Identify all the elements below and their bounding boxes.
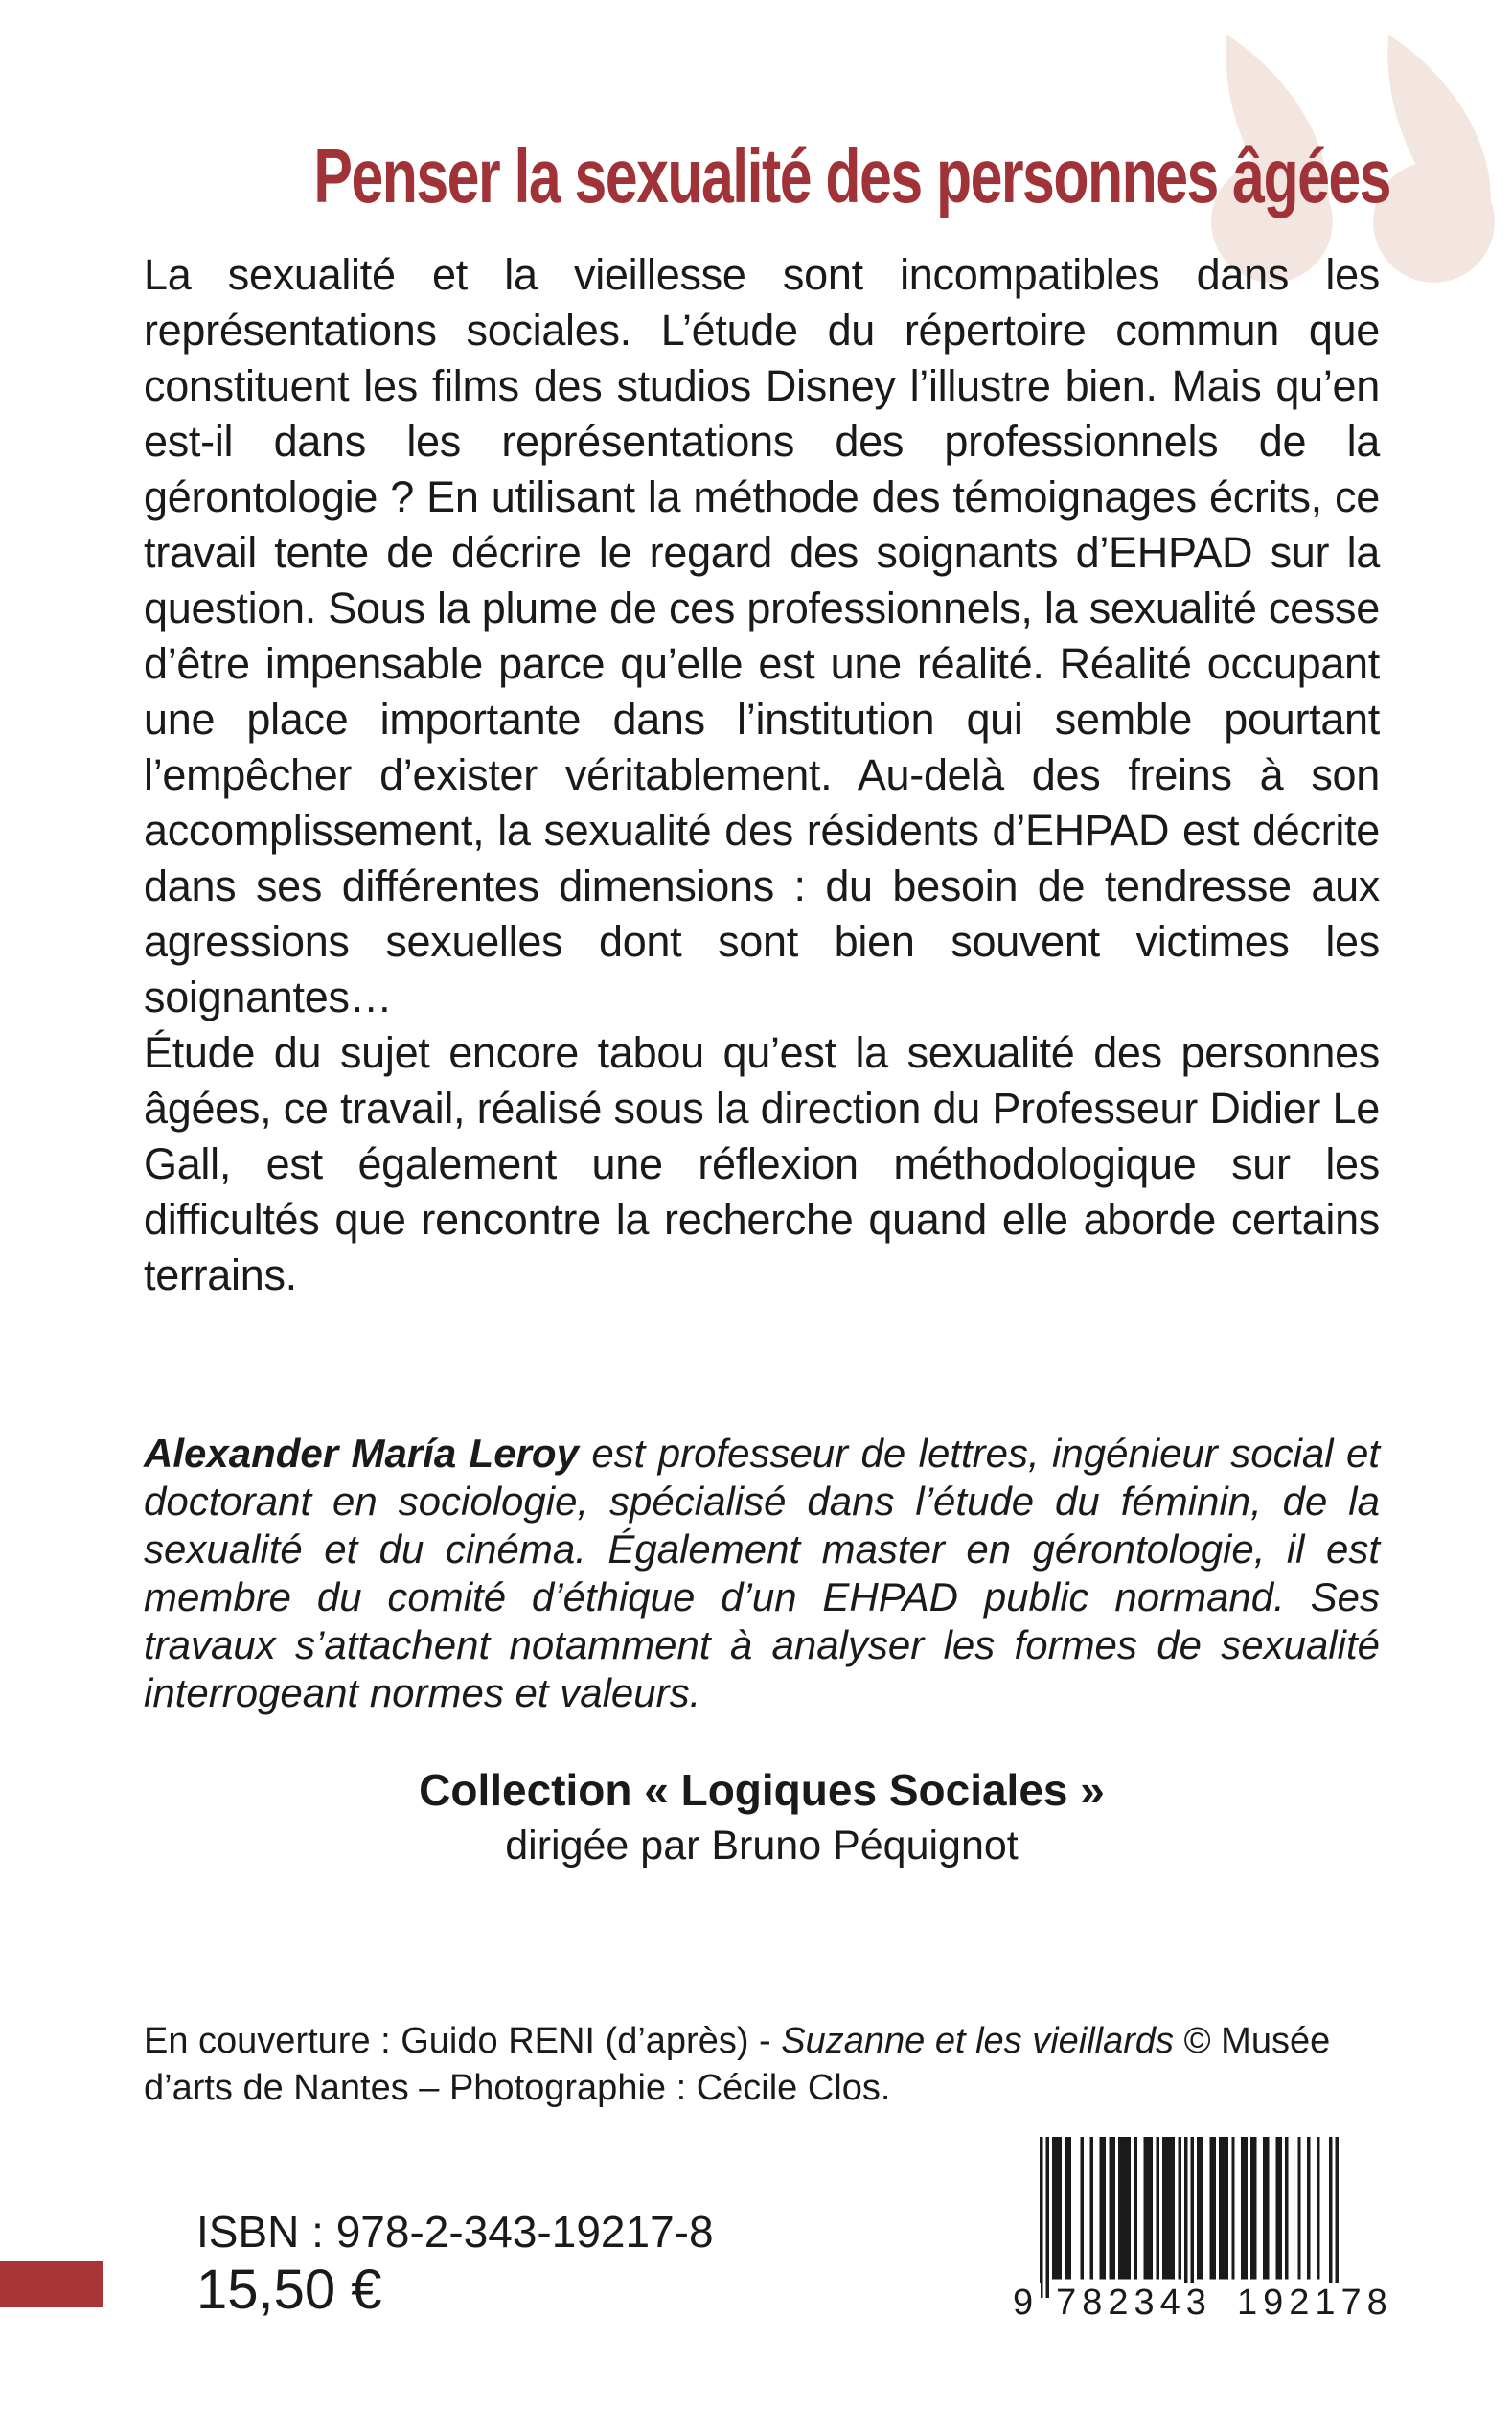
ean13-barcode-image: [1040, 2137, 1339, 2298]
collection-director: dirigée par Bruno Péquignot: [505, 1823, 1019, 1869]
barcode-digits: [1011, 2283, 1393, 2324]
cover-credit-prefix: En couverture : Guido RENI (d’après) -: [144, 2021, 782, 2061]
book-title: [144, 132, 1390, 220]
synopsis-paragraph-1: La sexualité et la vieillesse sont incompatibles dans les représentations sociales. L’étude du répertoire commun que constituent les films des studios Disney l’illustre bien. Mais qu’en est-il dans les représentations des professionnels de la gérontologie ? En utilisant la méthode des témoignages écrits, ce travail tente de décrire le regard des soignants d’EHPAD sur la question. Sous la plume de ces professionnels, la sexualité cesse d’être impensable parce qu’elle est une réalité. Réalité occupant une place importante dans l’institution qui semble pourtant l’empêcher d’exister véritablement. Au-delà des freins à son accomplissement, la sexualité des résidents d’EHPAD est décrite dans ses différentes dimensions : du besoin de tendresse aux agressions sexuelles dont sont bien souvent victimes les soignantes…: [144, 250, 1380, 1021]
isbn-number: 978-2-343-19217-8: [335, 2207, 714, 2257]
collection-name: Collection « Logiques Sociales »: [419, 1765, 1105, 1815]
book-title-text: Penser la sexualité des personnes âgées: [313, 133, 1390, 218]
synopsis: [144, 247, 1380, 1303]
cover-credit-suffix: © Musée d’arts de Nantes – Photographie : Cécile Clos.: [144, 2021, 1331, 2108]
author-bio: [144, 1430, 1380, 1717]
barcode-digit-group: 192178: [1236, 2283, 1393, 2323]
cover-credit: [144, 2018, 1332, 2112]
author-bio-text: est professeur de lettres, ingénieur social et doctorant en sociologie, spécialisé dans l’étude du féminin, de la sexualité et du cinéma. Également master en gérontologie, il est membre du comité d’éthique d’un EHPAD public normand. Ses travaux s’attachent notamment à analyser les formes de sexualité interrogeant normes et valeurs.: [144, 1431, 1381, 1715]
collection-info: [144, 1761, 1380, 1872]
barcode: [1013, 2137, 1393, 2324]
author-name: Alexander María Leroy: [144, 1431, 579, 1476]
price: 15,50 €: [196, 2259, 382, 2321]
barcode-digit-group: 782343: [1056, 2283, 1212, 2323]
cover-credit-artwork-title: Suzanne et les vieillards: [781, 2021, 1175, 2061]
accent-red-block: [0, 2261, 103, 2307]
barcode-digit-group: 9: [1013, 2283, 1040, 2323]
synopsis-paragraph-2: Étude du sujet encore tabou qu’est la sexualité des personnes âgées, ce travail, réalisé sous la direction du Professeur Didier Le Gall, est également une réflexion méthodologique sur les difficultés que rencontre la recherche quand elle aborde certains terrains.: [144, 1028, 1380, 1299]
isbn: [196, 2207, 714, 2257]
isbn-label: ISBN :: [196, 2207, 336, 2257]
